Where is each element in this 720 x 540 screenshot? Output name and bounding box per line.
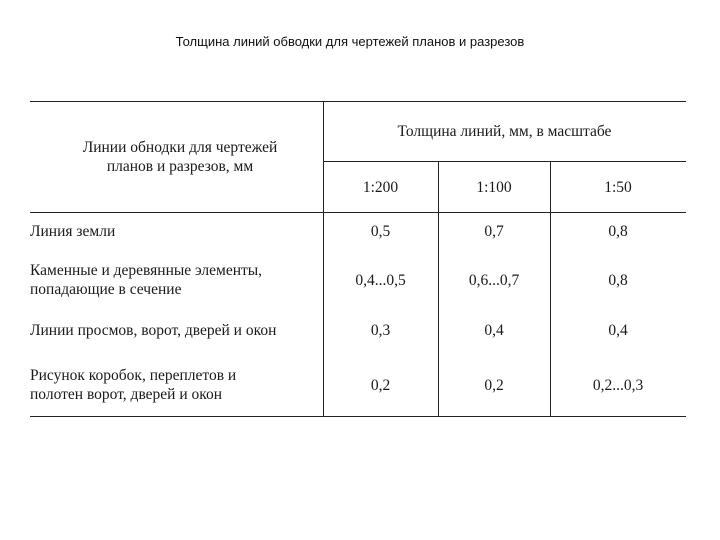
row-name [30, 261, 320, 299]
table-cell: 0,4 [484, 322, 504, 339]
table-cell: 0,2 [484, 377, 504, 394]
row-name [30, 321, 320, 340]
table-cell: 0,5 [370, 223, 391, 240]
column-divider [323, 101, 324, 417]
table-cell: 0,3 [370, 322, 391, 339]
row-name-line: Линии просмов, ворот, дверей и окон [30, 322, 277, 339]
row-name-line: Линия земли [30, 223, 116, 240]
row-name [30, 222, 320, 241]
group-header-rule [323, 161, 686, 162]
row-header [50, 138, 310, 176]
page-title: Толщина линий обводки для чертежей планов и разрезов [175, 34, 525, 49]
group-header: Толщина линий, мм, в масштабе [397, 123, 612, 140]
row-header-line: Линии обнодки для чертежей [82, 139, 278, 156]
table-cell: 0,4...0,5 [355, 272, 406, 289]
scale-header: 1:200 [362, 179, 399, 196]
table-cell: 0,8 [608, 223, 628, 240]
row-name-line: Каменные и деревянные элементы, [30, 262, 263, 279]
table-top-rule [30, 101, 686, 102]
table-cell: 0,7 [484, 223, 504, 240]
row-name [30, 366, 320, 404]
scale-header: 1:50 [604, 179, 632, 196]
row-name-line: Рисунок коробок, переплетов и [30, 367, 237, 384]
row-header-line: планов и разрезов, мм [106, 158, 254, 175]
table-cell: 0,6...0,7 [468, 272, 520, 289]
table-cell: 0,2...0,3 [592, 377, 644, 394]
row-name-line: попадающие в сечение [30, 281, 182, 298]
table-bottom-rule [30, 416, 686, 417]
line-thickness-table [30, 101, 686, 417]
header-bottom-rule [30, 212, 686, 213]
scale-header: 1:100 [476, 179, 512, 196]
table-cell: 0,4 [608, 322, 628, 339]
table-cell: 0,8 [608, 272, 628, 289]
table-cell: 0,2 [370, 377, 391, 394]
row-name-line: полотен ворот, дверей и окон [30, 386, 223, 403]
